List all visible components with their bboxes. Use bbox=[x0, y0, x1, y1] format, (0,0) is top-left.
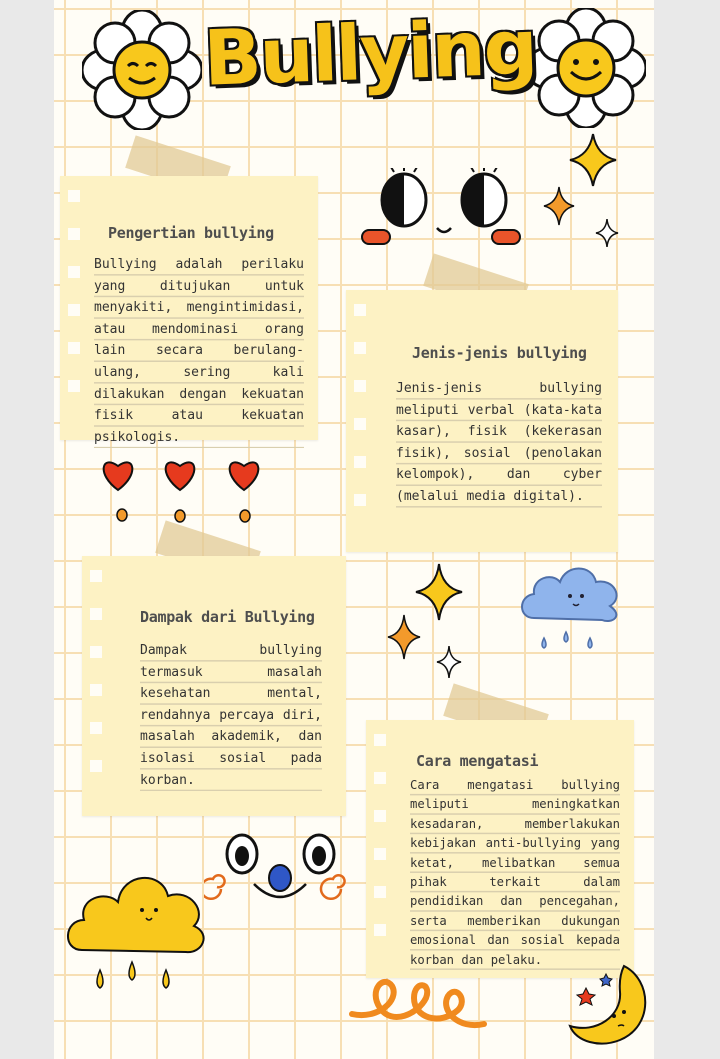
paper-holes bbox=[374, 734, 388, 962]
smiley-flower-icon bbox=[526, 8, 646, 128]
section-body: Jenis-jenis bullying meliputi verbal (kata-kata kasar), fisik (kekerasan fisik), sosial (penolakan kelompok), dan cyber (melalui media digital). bbox=[396, 378, 602, 508]
section-heading: Cara mengatasi bbox=[416, 752, 539, 770]
heart-icon bbox=[94, 452, 294, 526]
section-heading: Dampak dari Bullying bbox=[140, 608, 315, 626]
swirl-icon bbox=[348, 970, 488, 1038]
section-body: Dampak bullying termasuk masalah kesehatan mental, rendahnya percaya diri, masalah akademik, dan isolasi sosial pada korban. bbox=[140, 640, 322, 791]
sparkle-icon bbox=[568, 132, 618, 188]
smiley-flower-icon bbox=[82, 10, 202, 130]
poster bbox=[54, 0, 654, 1059]
cartoon-eyes-icon bbox=[354, 168, 534, 250]
cloud-icon bbox=[62, 868, 212, 1002]
sparkle-icon bbox=[436, 645, 462, 679]
cloud-icon bbox=[516, 562, 626, 662]
section-heading: Pengertian bullying bbox=[108, 224, 274, 242]
note-card-impact bbox=[82, 556, 346, 816]
sparkle-icon bbox=[387, 614, 421, 660]
note-card-definition bbox=[60, 176, 318, 445]
paper-holes bbox=[90, 570, 104, 798]
paper-holes bbox=[68, 190, 82, 418]
sparkle-icon bbox=[595, 218, 619, 248]
note-card-types bbox=[346, 290, 618, 552]
note-card-solutions bbox=[366, 720, 634, 978]
page-title: Bullying bbox=[202, 2, 538, 103]
sparkle-icon bbox=[414, 562, 464, 622]
moon-icon bbox=[566, 962, 654, 1048]
cartoon-eyes-icon bbox=[204, 832, 354, 912]
section-body: Cara mengatasi bullying meliputi meningkatkan kesadaran, memberlakukan kebijakan anti-bullying yang ketat, melibatkan semua pihak terkait dalam pendidikan dan pencegahan, serta memberikan dukungan emosional dan sosial kepada korban dan pelaku. bbox=[410, 776, 620, 970]
sparkle-icon bbox=[543, 186, 575, 226]
paper-holes bbox=[354, 304, 368, 532]
section-heading: Jenis-jenis bullying bbox=[412, 344, 587, 362]
section-body: Bullying adalah perilaku yang ditujukan untuk menyakiti, mengintimidasi, atau mendominasi orang lain secara berulang-ulang, sering kali dilakukan dengan kekuatan fisik atau kekuatan psikologis. bbox=[94, 254, 304, 448]
